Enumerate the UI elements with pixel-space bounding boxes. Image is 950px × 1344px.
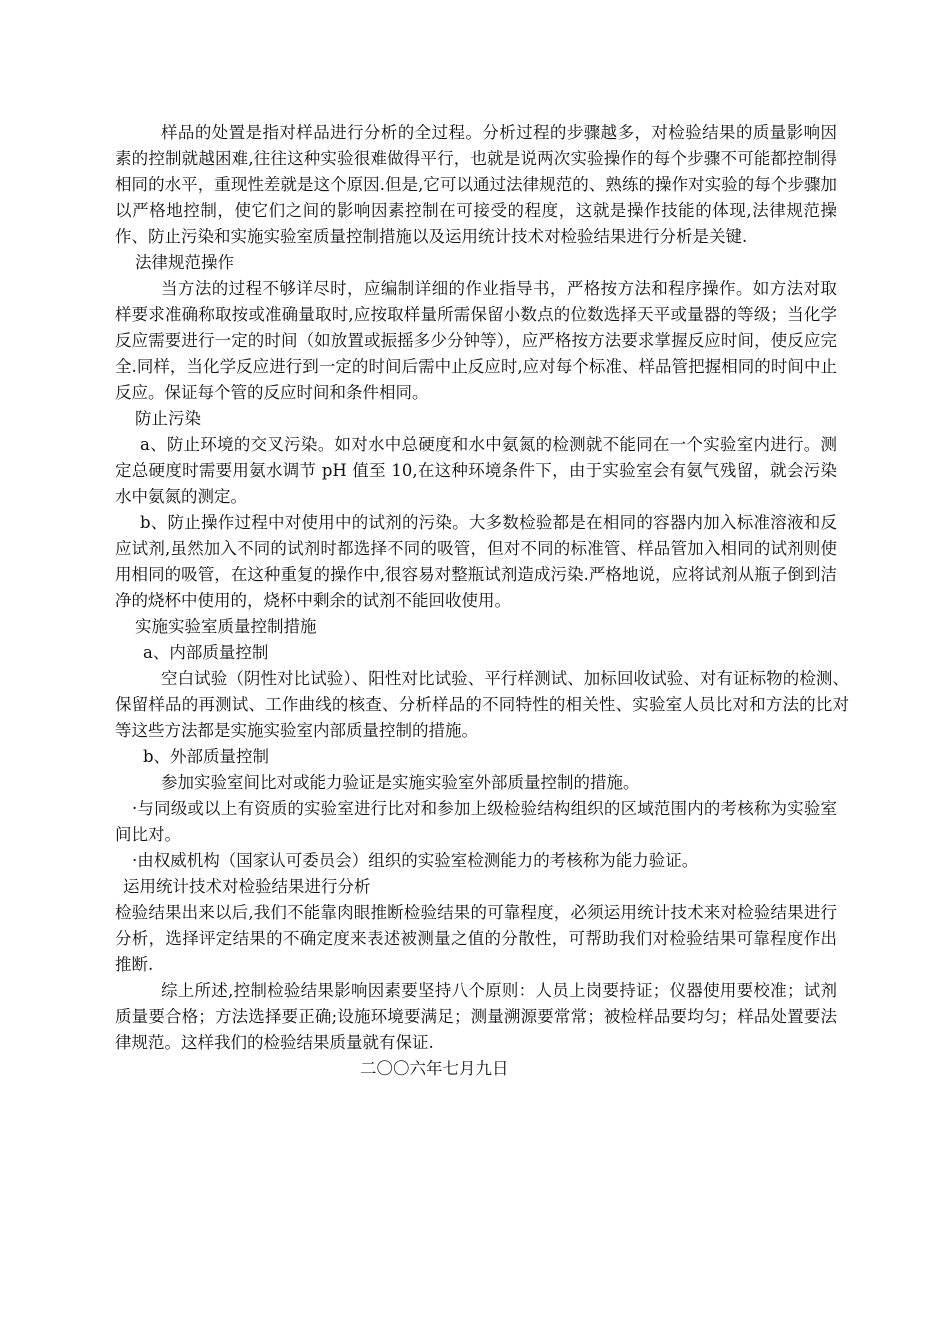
summary-paragraph: 综上所述,控制检验结果影响因素要坚持八个原则：人员上岗要持证；仪器使用要校准；试剂质量要合格；方法选择要正确;设施环境要满足；测量溯源要常常；被检样品要均匀；样品处置要法律规范。这样我们的检验结果质量就有保证.: [115, 981, 837, 1052]
pollution-item-b: b、防止操作过程中对使用中的试剂的污染。大多数检验都是在相同的容器内加入标准溶液和反应试剂,虽然加入不同的试剂时都选择不同的吸管，但对不同的标准管、样品管加入相同的试剂则使用相同的吸管，在这种重复的操作中,很容易对整瓶试剂造成污染.严格地说，应将试剂从瓶子倒到洁净的烧杯中使用的，烧杯中剩余的试剂不能回收使用。: [115, 513, 837, 610]
document-date: 二〇〇六年七月九日: [360, 1059, 509, 1078]
statistics-paragraph: 检验结果出来以后,我们不能靠肉眼推断检验结果的可靠程度，必须运用统计技术来对检验结果进行分析，选择评定结果的不确定度来表述被测量之值的分散性，可帮助我们对检验结果可靠程度作出推断.: [115, 903, 837, 974]
intro-paragraph: 样品的处置是指对样品进行分析的全过程。分析过程的步骤越多，对检验结果的质量影响因素的控制就越困难,往往这种实验很难做得平行，也就是说两次实验操作的每个步骤不可能都控制得相同的水平，重现性差就是这个原因.但是,它可以通过法律规范的、熟练的操作对实验的每个步骤加以严格地控制，使它们之间的影响因素控制在可接受的程度，这就是操作技能的体现,法律规范操作、防止污染和实施实验室质量控制措施以及运用统计技术对检验结果进行分析是关键.: [115, 123, 837, 246]
heading-internal-qc: a、内部质量控制: [143, 643, 269, 662]
heading-statistics: 运用统计技术对检验结果进行分析: [123, 877, 371, 896]
interlab-comparison-item: ·与同级或以上有资质的实验室进行比对和参加上级检验结构组织的区域范围内的考核称为实验室间比对。: [115, 799, 837, 844]
internal-qc-paragraph: 空白试验（阴性对比试验）、阳性对比试验、平行样测试、加标回收试验、对有证标物的检测、保留样品的再测试、工作曲线的核查、分析样品的不同特性的相关性、实验室人员比对和方法的比对等这些方法都是实施实验室内部质量控制的措施。: [115, 669, 849, 740]
legal-operation-paragraph: 当方法的过程不够详尽时，应编制详细的作业指导书，严格按方法和程序操作。如方法对取样要求准确称取按或准确量取时,应按取样量所需保留小数点的位数选择天平或量器的等级；当化学反应需要进行一定的时间（如放置或振摇多少分钟等），应严格按方法要求掌握反应时间，使反应完全.同样，当化学反应进行到一定的时间后需中止反应时,应对每个标准、样品管把握相同的时间中止反应。保证每个管的反应时间和条件相同。: [115, 279, 837, 402]
heading-prevent-pollution: 防止污染: [135, 409, 201, 428]
document-body: [115, 120, 849, 1082]
pollution-item-a: a、防止环境的交叉污染。如对水中总硬度和水中氨氮的检测就不能同在一个实验室内进行。测定总硬度时需要用氨水调节 pH 值至 10,在这种环境条件下，由于实验室会有氨气残留，就会污染水中氨氮的测定。: [115, 435, 837, 506]
heading-legal-operation: 法律规范操作: [135, 253, 234, 272]
heading-external-qc: b、外部质量控制: [143, 747, 270, 766]
heading-quality-control: 实施实验室质量控制措施: [135, 617, 317, 636]
proficiency-testing-item: ·由权威机构（国家认可委员会）组织的实验室检测能力的考核称为能力验证。: [132, 851, 699, 870]
external-qc-paragraph: 参加实验室间比对或能力验证是实施实验室外部质量控制的措施。: [161, 773, 640, 792]
